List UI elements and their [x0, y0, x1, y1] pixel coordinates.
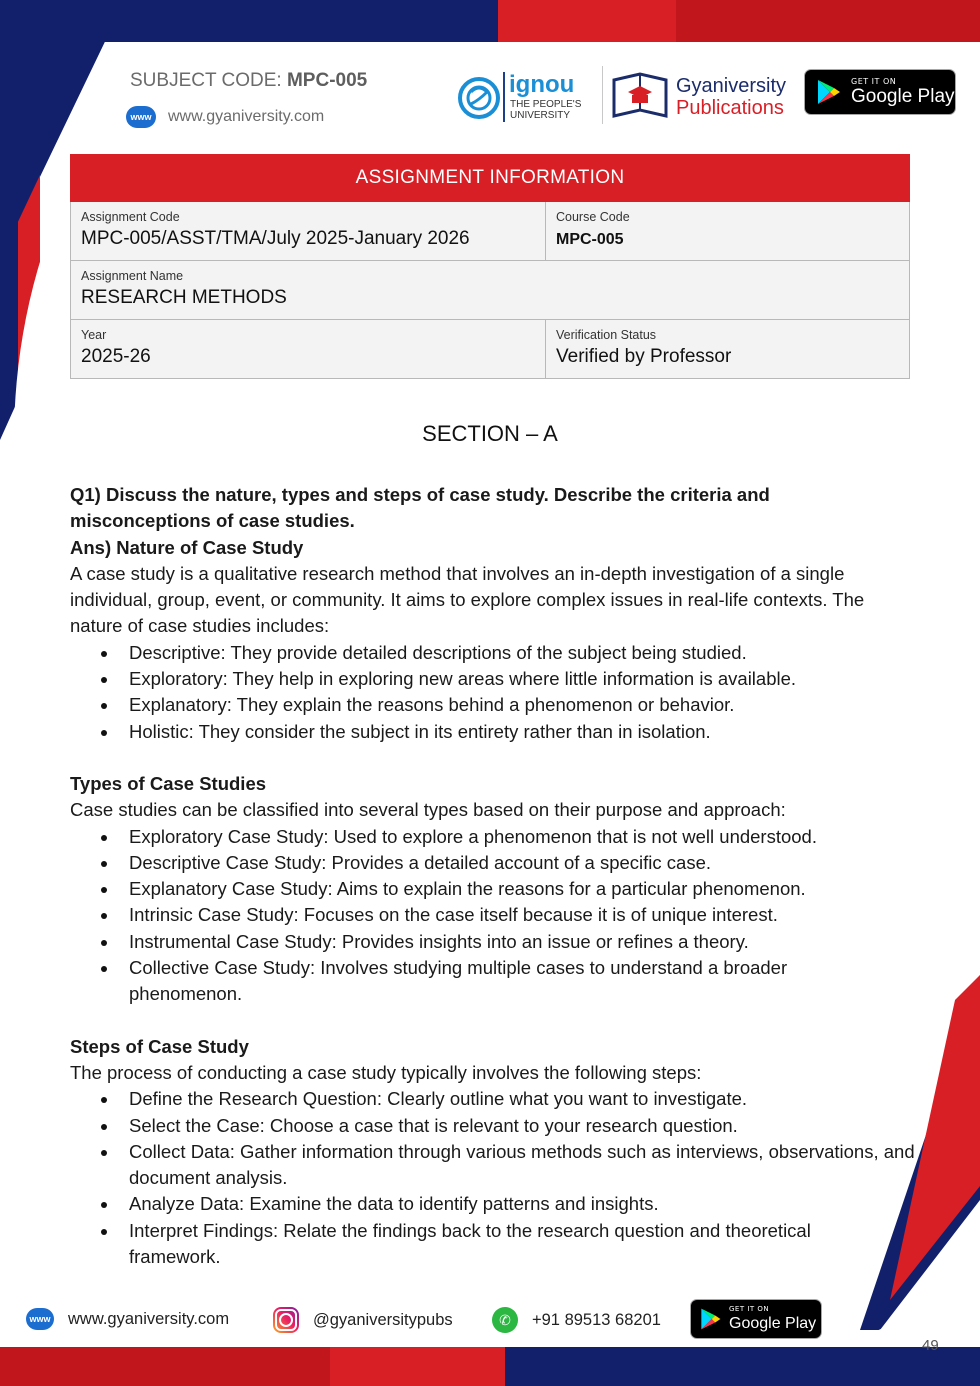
list-item: Descriptive: They provide detailed descriptions of the subject being studied. [129, 640, 915, 666]
page-header [0, 0, 980, 150]
list-item: Intrinsic Case Study: Focuses on the case itself because it is of unique interest. [129, 902, 915, 928]
footer-whatsapp[interactable] [492, 1307, 661, 1333]
assignment-name-label: Assignment Name [81, 269, 184, 283]
section-title: SECTION – A [422, 421, 558, 446]
google-play-small: GET IT ON [851, 76, 897, 86]
instagram-icon [273, 1307, 299, 1333]
assignment-info-table [70, 154, 910, 379]
footer-instagram-text: @gyaniversitypubs [313, 1310, 453, 1329]
globe-icon: www [126, 106, 156, 128]
google-play-label: Google Play [851, 85, 955, 107]
footer-instagram[interactable] [273, 1307, 453, 1333]
subject-code [130, 70, 367, 92]
subject-code-label: SUBJECT CODE: [130, 70, 282, 91]
gyaniversity-logo [610, 68, 795, 124]
footer-website[interactable] [26, 1308, 229, 1330]
list-item: Holistic: They consider the subject in its entirety rather than in isolation. [129, 719, 915, 745]
list-item: Select the Case: Choose a case that is relevant to your research question. [129, 1113, 915, 1139]
assignment-name-cell [71, 261, 910, 320]
assignment-code-cell [71, 202, 546, 261]
types-intro: Case studies can be classified into several types based on their purpose and approach: [70, 799, 786, 821]
svg-text:THE PEOPLE'S: THE PEOPLE'S [510, 99, 582, 110]
list-item: Analyze Data: Examine the data to identify patterns and insights. [129, 1191, 915, 1217]
list-item: Interpret Findings: Relate the findings back to the research question and theoretical framework. [129, 1218, 915, 1271]
logo-divider [602, 66, 603, 124]
google-play-label: Google Play [729, 1315, 817, 1332]
assignment-code-label: Assignment Code [81, 210, 180, 224]
footer-phone-text: +91 89513 68201 [532, 1310, 661, 1329]
steps-heading: Steps of Case Study [70, 1035, 249, 1057]
assignment-code-value: MPC-005/ASST/TMA/July 2025-January 2026 [81, 228, 470, 249]
nature-intro: A case study is a qualitative research method that involves an in-depth investigation of a single individual, group, event, or community. It aims to explore complex issues in real-life contexts. The nature of case studies includes: [70, 562, 865, 637]
verification-label: Verification Status [556, 328, 657, 342]
assignment-info-title: ASSIGNMENT INFORMATION [71, 155, 910, 202]
types-list [70, 824, 915, 1008]
ignou-logo [457, 70, 592, 124]
list-item: Collect Data: Gather information through various methods such as interviews, observations, and document analysis. [129, 1139, 915, 1192]
subject-code-value: MPC-005 [286, 70, 368, 91]
year-cell [71, 320, 546, 379]
list-item: Instrumental Case Study: Provides insights into an issue or refines a theory. [129, 929, 915, 955]
google-play-icon [813, 77, 843, 107]
svg-text:UNIVERSITY: UNIVERSITY [510, 110, 571, 121]
verification-value: Verified by Professor [556, 346, 732, 367]
course-code-label: Course Code [556, 210, 630, 224]
list-item: Explanatory Case Study: Aims to explain the reasons for a particular phenomenon. [129, 876, 915, 902]
website-row [126, 106, 324, 128]
list-item: Collective Case Study: Involves studying multiple cases to understand a broader phenomenon. [129, 955, 915, 1008]
assignment-name-value: RESEARCH METHODS [81, 287, 287, 308]
footer-google-play-badge[interactable] [690, 1299, 822, 1339]
list-item: Exploratory Case Study: Used to explore a phenomenon that is not well understood. [129, 824, 915, 850]
svg-text:Publications: Publications [676, 97, 784, 119]
nature-list [70, 640, 915, 745]
footer-website-text: www.gyaniversity.com [68, 1309, 230, 1328]
course-code-value: MPC-005 [556, 231, 624, 248]
course-code-cell [546, 202, 910, 261]
page-number: 49 [922, 1337, 939, 1354]
list-item: Explanatory: They explain the reasons behind a phenomenon or behavior. [129, 692, 915, 718]
year-value: 2025-26 [81, 346, 151, 367]
question-line-1: Q1) Discuss the nature, types and steps of case study. Describe the criteria and [70, 484, 770, 505]
types-heading: Types of Case Studies [70, 772, 267, 794]
page-footer [0, 1290, 980, 1386]
svg-text:Gyaniversity: Gyaniversity [676, 75, 787, 97]
website-link[interactable]: www.gyaniversity.com [168, 108, 325, 125]
list-item: Define the Research Question: Clearly outline what you want to investigate. [129, 1086, 915, 1112]
google-play-badge[interactable] [804, 69, 956, 115]
verification-cell [546, 320, 910, 379]
year-label: Year [81, 328, 107, 342]
list-item: Exploratory: They help in exploring new areas where little information is available. [129, 666, 915, 692]
globe-icon: www [26, 1308, 54, 1330]
google-play-small: GET IT ON [729, 1305, 770, 1313]
svg-text:ignou: ignou [509, 71, 575, 98]
answer-content [70, 482, 915, 1270]
question-line-2: misconceptions of case studies. [70, 510, 355, 532]
list-item: Descriptive Case Study: Provides a detailed account of a specific case. [129, 850, 915, 876]
steps-list [70, 1086, 915, 1270]
whatsapp-icon: ✆ [492, 1307, 518, 1333]
google-play-icon [697, 1306, 723, 1332]
steps-intro: The process of conducting a case study typically involves the following steps: [70, 1061, 702, 1083]
nature-heading: Ans) Nature of Case Study [70, 536, 304, 558]
